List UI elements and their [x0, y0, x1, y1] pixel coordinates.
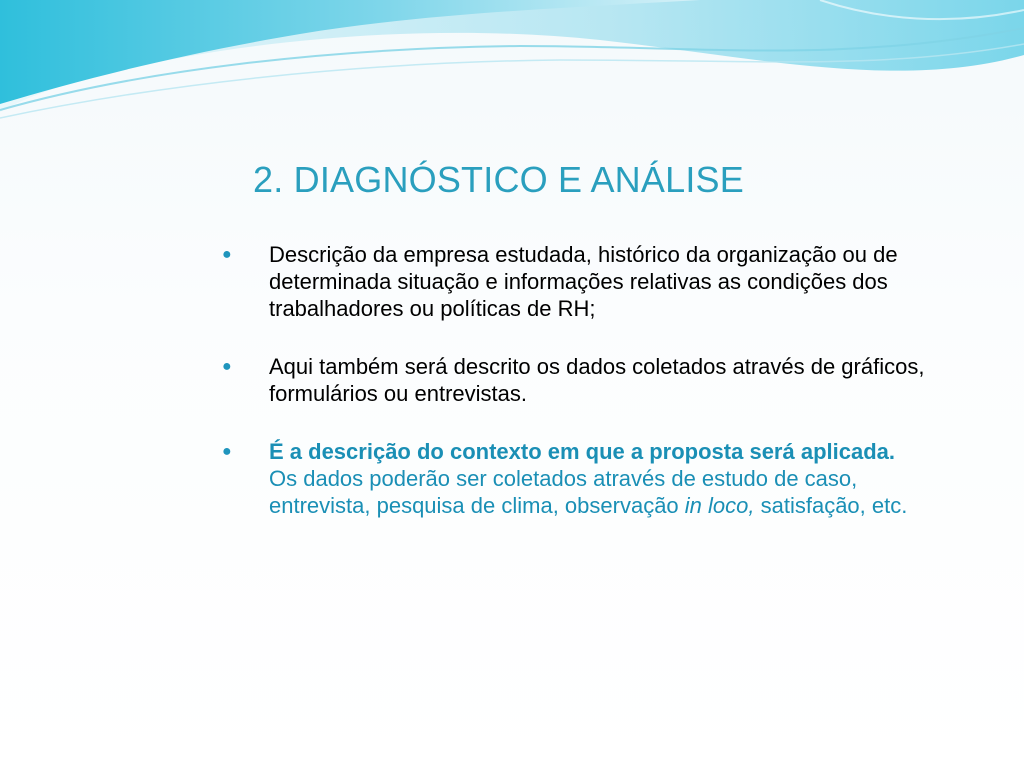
bullet-text: Descrição da empresa estudada, histórico da organização ou de determinada situação e informações relativas as condições dos trabalhadores ou políticas de RH;	[269, 242, 898, 321]
bullet-item	[222, 353, 929, 407]
bullet-dot-icon: ●	[222, 246, 232, 263]
bullet-text: Aqui também será descrito os dados coletados através de gráficos, formulários ou entrevistas.	[269, 354, 925, 406]
bullet-dot-icon: ●	[222, 443, 232, 460]
bullet-dot-icon: ●	[222, 358, 232, 375]
bullet-item-highlight	[222, 438, 919, 519]
bullet-item	[222, 241, 949, 322]
bullet-text: satisfação, etc.	[754, 493, 908, 518]
bullet-italic-text: in loco,	[684, 493, 755, 518]
slide-title: 2. DIAGNÓSTICO E ANÁLISE	[253, 159, 744, 200]
wave-decoration	[0, 0, 1024, 130]
bullet-text: Os dados poderão ser coletados através de estudo de caso, entrevista, pesquisa de clima, observação	[269, 466, 858, 518]
bullet-list	[222, 241, 962, 519]
bullet-highlight-text: É a descrição do contexto em que a proposta será aplicada.	[269, 439, 895, 464]
